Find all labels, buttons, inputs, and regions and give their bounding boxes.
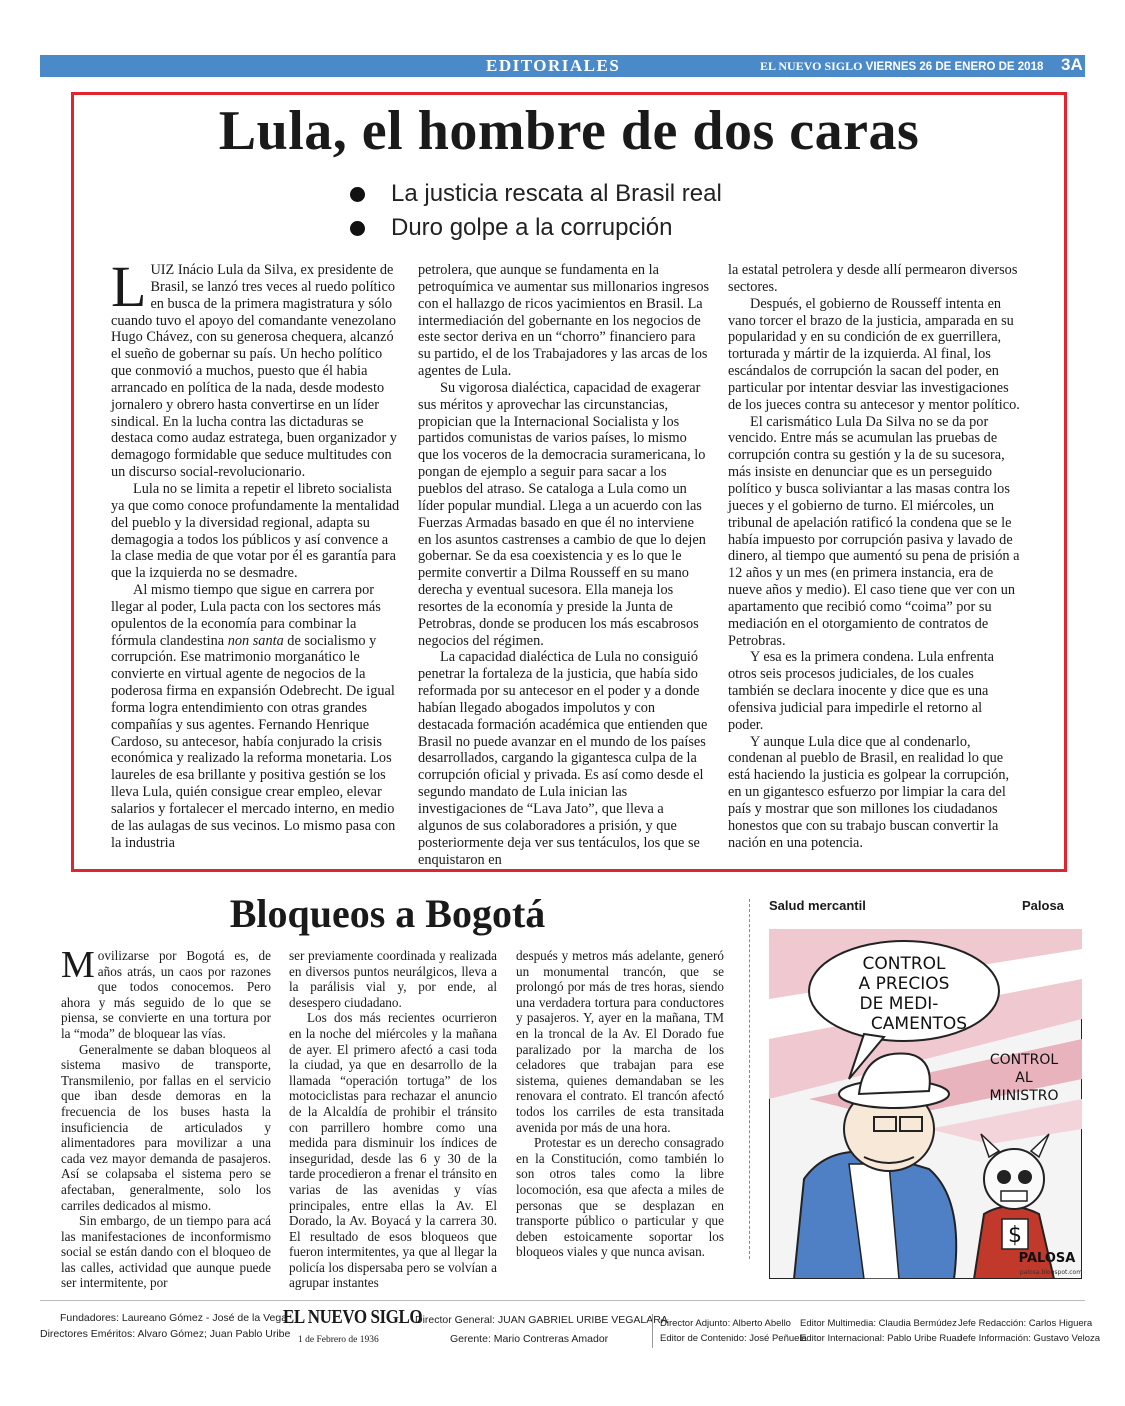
- paragraph: La capacidad dialéctica de Lula no consiguió penetrar la fortaleza de la justicia, que había sido reformada por su antecesor en el poder y a donde habían llegado abogados impolutos y con destacada formación académica que entienden que Brasil no puede avanzar en el mundo de los países desarrollados, cargando la gigantesca culpa de la corrupción oficial y privada. Es así como desde el segundo mandato de Lula inician las investigaciones de “Lava Jato”, que lleva a algunos de sus colaboradores a prisión, y que posteriormente deja ver sus tentáculos, los que se enquistaron en: [418, 649, 708, 868]
- cartoon-section-title: Salud mercantil: [769, 898, 866, 913]
- paragraph: ser previamente coordinada y realizada en diversos puntos neurálgicos, lleva a la parálisis vial y, por ende, al desespero ciudadano.: [289, 948, 497, 1010]
- paragraph: Los dos más recientes ocurrieron en la noche del miércoles y la mañana de ayer. El primero afectó a casi toda la ciudad, ya que en desarrollo de la llamada “operación tortuga” de los motociclistas para rechazar el anuncio de la Alcaldía de prohibir el tránsito con parrillero hombre como una medida para disminuir los índices de inseguridad, desde las 6 y 30 de la tarde procedieron a frenar el tránsito en varias de las avenidas y vías principales, entre ellas la Av. El Dorado, la Av. Boyacá y la carrera 30. El resultado de esos bloqueos que fueron intermitentes, ya que al llegar la policía los dispersaba pero se volvían a agrupar instantes: [289, 1010, 497, 1291]
- paragraph: Su vigorosa dialéctica, capacidad de exagerar sus méritos y aprovechar las circunstancias, propician que la Internacional Socialista y los partidos comunistas de varios países, lo mismo que los voceros de la democracia suramericana, lo pongan de ejemplo a seguir para sacar a los pueblos del atraso. Se cataloga a Lula como un líder popular mundial. Llega a un acuerdo con las Fuerzas Armadas basado en que él no interviene en los asuntos castrenses a cambio de que lo dejen gobernar. Se da esa coexistencia y es lo que le permite convertir a Dilma Rousseff en su mano derecha y eventual sucesora. Ella maneja los resortes de la economía y preside la Junta de Petrobras, donde se producen los más escabrosos negocios del régimen.: [418, 379, 706, 649]
- subhead-item: La justicia rescata al Brasil real: [350, 177, 722, 211]
- editorial-subheads: [350, 177, 722, 245]
- drop-cap: M: [61, 944, 95, 986]
- caption-line: MINISTRO: [989, 1088, 1059, 1104]
- bloqueos-column-3: [516, 948, 724, 1260]
- balloon-line: CONTROL: [862, 954, 946, 974]
- footer-multimedia: Editor Multimedia: Claudia Bermúdez: [800, 1318, 957, 1329]
- paragraph: Movilizarse por Bogotá es, de años atrás, un caos por razones que todos conocemos. Pero ahora y más seguido de lo que se piensa, se convierte en una tortura por la “moda” de bloquear las vías.: [61, 944, 271, 1041]
- section-label: EDITORIALES: [486, 56, 621, 75]
- bloqueos-column-1: [61, 944, 271, 1291]
- footer-founded-date: 1 de Febrero de 1936: [298, 1335, 379, 1345]
- paragraph: Sin embargo, de un tiempo para acá las manifestaciones de inconformismo social se están dando con el bloqueo de las calles, actividad que aunque puede ser intermitente, por: [61, 1213, 271, 1291]
- drop-cap: L: [111, 254, 147, 319]
- header-newspaper-name: EL NUEVO SIGLO: [760, 59, 863, 73]
- footer-founders: Fundadores: Laureano Gómez - José de la Vega: [60, 1312, 288, 1324]
- footer-internacional: Editor Internacional: Pablo Uribe Ruan: [800, 1333, 963, 1344]
- subhead-item: Duro golpe a la corrupción: [350, 211, 722, 245]
- money-icon: $: [1008, 1223, 1022, 1248]
- cartoon-author: Palosa: [1022, 898, 1064, 913]
- page-number: 3A: [1061, 55, 1083, 74]
- bullet-icon: [350, 187, 365, 202]
- editorial-box: [71, 92, 1067, 872]
- editorial-column-3: [728, 262, 1020, 852]
- paragraph: petrolera, que aunque se fundamenta en la petroquímica ve aumentar sus millonarios ingresos con el hallazgo de ricos yacimientos en Brasil. La intermediación del gobernante en los negocios de este sector deriva en un “chorro” financiero para su partido, el de los Trabajadores y las arcas de los agentes de Lula.: [418, 262, 710, 380]
- bloqueos-headline: Bloqueos a Bogotá: [229, 891, 546, 936]
- footer-adjunto: Director Adjunto: Alberto Abello: [660, 1318, 791, 1329]
- editorial-column-1: [111, 254, 401, 852]
- balloon-line: A PRECIOS: [858, 974, 950, 994]
- paragraph: la estatal petrolera y desde allí permearon diversos sectores.: [728, 262, 1018, 295]
- bloqueos-column-2: [289, 948, 497, 1291]
- balloon-line: DE MEDI-: [859, 994, 939, 1014]
- cartoon-blog: palosa.blogspot.com: [1019, 1269, 1082, 1276]
- column-divider: [749, 899, 750, 1259]
- footer-separator: [652, 1314, 653, 1348]
- paragraph: Y aunque Lula dice que al condenarlo, condenan al pueblo de Brasil, en realidad lo que está haciendo la justicia es golpear la corrupción, en un gigantesco esfuerzo por limpiar la cara del país y mostrar que son millones los ciudadanos honestos que con su trabajo buscan convertir la nación en una potencia.: [728, 733, 1010, 851]
- paragraph: Lula no se limita a repetir el libreto socialista ya que como conoce profundamente la mentalidad del pueblo y la diversidad regional, adapta su demagogia a todos los públicos y así convence a la clase media de que votar por él es garantía para que la izquierda no se desmadre.: [111, 480, 400, 582]
- footer-contenido: Editor de Contenido: José Peñuela: [660, 1333, 807, 1344]
- footer-manager: Gerente: Mario Contreras Amador: [450, 1333, 609, 1345]
- editorial-column-2: [418, 262, 710, 868]
- footer-newspaper-logo: EL NUEVO SIGLO: [283, 1306, 423, 1328]
- footer-rule: [40, 1300, 1085, 1301]
- paragraph: Protestar es un derecho consagrado en la Constitución, como también lo son otros tales como la libre locomoción, esa que afecta a miles de personas que se desplazan en transporte público o particular y que deben estoicamente soportar los bloqueos viales y que nunca avisan.: [516, 1135, 724, 1260]
- footer-redaccion: Jefe Redacción: Carlos Higuera: [958, 1318, 1093, 1329]
- paragraph: El carismático Lula Da Silva no se da por vencido. Entre más se acumulan las pruebas de corrupción contra su gestión y la de su sucesora, más insiste en denunciar que es un perseguido político y busca soliviantar a las masas contra los jueces y el gobierno de turno. El miércoles, un tribunal de apelación ratificó la condena que se le había impuesto por corrupción pasiva y lavado de dinero, al tiempo que aumentó su pena de prisión a 12 años y un mes (en primera instancia, era de nueve años y medio). El caso tiene que ver con un apartamento que recibió como “coima” por su mediación en el otorgamiento de contratos de Petrobras.: [728, 413, 1020, 649]
- caption-line: CONTROL: [989, 1052, 1059, 1068]
- header-date: VIERNES 26 DE ENERO DE 2018: [865, 61, 1044, 73]
- header-dateline: [760, 59, 1043, 74]
- footer-director: Director General: JUAN GABRIEL URIBE VEGALARA: [415, 1314, 668, 1326]
- paragraph: Al mismo tiempo que sigue en carrera por llegar al poder, Lula pacta con los sectores más opulentos de la economía para combinar la fórmula clandestina non santa de socialismo y corrupción. Ese matrimonio morganático le convierte en virtual agente de negocios de la poderosa firma en expansión Odebrecht. De igual forma logra entendimiento con otras grandes compañías y sus agentes. Fernando Henrique Cardoso, su antecesor, había conjurado la crisis económica y realizado la reforma monetaria. Los laureles de esa brillante y positiva gestión se los lleva Lula, quién consigue crear empleo, elevar salarios y fortalecer el mercado interno, en medio de las aulagas de sus vecinos. Lo mismo pasa con la industria: [111, 582, 396, 851]
- cartoon-signature: PALOSA: [1018, 1251, 1076, 1266]
- paragraph: Y esa es la primera condena. Lula enfrenta otros seis procesos judiciales, de los cuales también se declara inocente y dice que es una ofensiva judicial para impedirle el retorno al poder.: [728, 649, 994, 733]
- paragraph: después y metros más adelante, generó un monumental trancón, que se prolongó por más de tres horas, siendo una verdadera tortura para conductores y pasajeros. Y, ayer en la mañana, TM en la troncal de la Av. El Dorado fue paralizado por la marcha de los celadores que trabajan para ese sistema, quienes demandaban se les renovara el contrato. El trancón afectó todos los carriles de esta transitada avenida por más de una hora.: [516, 948, 724, 1135]
- bullet-icon: [350, 221, 365, 236]
- paragraph: Generalmente se daban bloqueos al sistema masivo de transporte, Transmilenio, por fallas en el servicio que iban desde demoras en la frecuencia de los buses hasta la insuficiencia de articulados y alimentadores para movilizar a una cada vez mayor demanda de pasajeros. Así se colapsaba el sistema pero se afectaban, generalmente, solo los carriles dedicados al mismo.: [61, 1041, 271, 1213]
- caption-line: AL: [1015, 1070, 1033, 1086]
- editorial-headline: Lula, el hombre de dos caras: [218, 100, 920, 162]
- balloon-line: CAMENTOS: [870, 1014, 968, 1034]
- paragraph: Después, el gobierno de Rousseff intenta en vano torcer el brazo de la justicia, amparada en su popularidad y en su condición de ex guerrillera, torturada y mártir de la izquierda. Al final, los escándalos de corrupción la sacan del poder, en particular por intentar desviar las investigaciones de los jueces contra su antecesor y mentor político.: [728, 295, 1020, 413]
- footer-emeritus: Directores Eméritos: Alvaro Gómez; Juan Pablo Uribe: [40, 1328, 291, 1340]
- footer-informacion: Jefe Información: Gustavo Veloza: [958, 1333, 1101, 1344]
- editorial-cartoon: [769, 929, 1082, 1279]
- paragraph: LUIZ Inácio Lula da Silva, ex presidente de Brasil, se lanzó tres veces al ruedo político en busca de la primera magistratura y sólo cuando tuvo el apoyo del comandante venezolano Hugo Chávez, con su generosa chequera, alcanzó el sueño de gobernar su país. Un hecho político que conmovió a muchos, puesto que él habia arrancado en política de la nada, desde modesto jornalero y obrero hasta convertirse en un líder sindical. En la lucha contra las dictaduras se destaca como audaz estratega, buen organizador y demagogo formidable que seduce multitudes con un discurso social-revolucionario.: [111, 254, 397, 481]
